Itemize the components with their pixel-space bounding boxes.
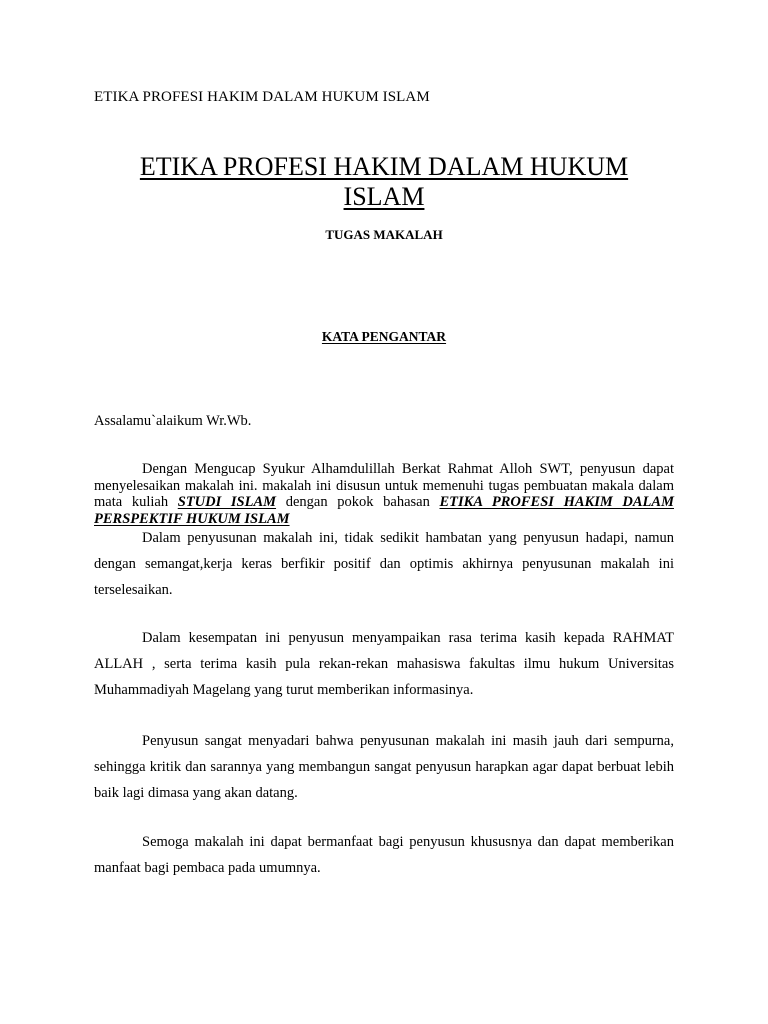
- paragraph-1: [94, 461, 674, 527]
- page-header-title: ETIKA PROFESI HAKIM DALAM HUKUM ISLAM: [94, 89, 430, 105]
- main-title-line-2: ISLAM: [343, 182, 425, 211]
- paragraph-5: Semoga makalah ini dapat bermanfaat bagi penyusun khususnya dan dapat memberikan manfaat bagi pembaca pada umumnya.: [94, 834, 674, 876]
- section-heading: KATA PENGANTAR: [321, 329, 447, 344]
- paragraph-3: Dalam kesempatan ini penyusun menyampaikan rasa terima kasih kepada RAHMAT ALLAH , serta terima kasih pula rekan-rekan mahasiswa fakultas ilmu hukum Universitas Muhammadiyah Magelang yang turut memberikan informasinya.: [94, 630, 674, 698]
- course-name: STUDI ISLAM: [177, 494, 277, 510]
- paragraph-1-text-b: dengan pokok bahasan: [276, 494, 440, 510]
- main-title-line-1: ETIKA PROFESI HAKIM DALAM HUKUM: [139, 152, 629, 181]
- main-title: [94, 152, 674, 212]
- paragraph-4: Penyusun sangat menyadari bahwa penyusunan makalah ini masih jauh dari sempurna, sehingga kritik dan sarannya yang membangun sangat penyusun harapkan agar dapat berbuat lebih baik lagi dimasa yang akan datang.: [94, 733, 674, 801]
- paragraph-1-text-a: Dengan Mengucap Syukur Alhamdulillah Berkat Rahmat Alloh SWT, penyusun dapat menyelesaikan makalah ini. makalah ini disusun untuk memenuhi tugas pembuatan makala dalam mata kuliah: [94, 461, 674, 510]
- paragraph-2: Dalam penyusunan makalah ini, tidak sedikit hambatan yang penyusun hadapi, namun dengan semangat,kerja keras berfikir positif dan optimis akhirnya penyusunan makalah ini terselesaikan.: [94, 530, 674, 598]
- topic-name: ETIKA PROFESI HAKIM DALAM PERSPEKTIF HUKUM ISLAM: [94, 494, 674, 527]
- greeting: Assalamu`alaikum Wr.Wb.: [94, 413, 252, 429]
- subtitle: TUGAS MAKALAH: [325, 227, 443, 242]
